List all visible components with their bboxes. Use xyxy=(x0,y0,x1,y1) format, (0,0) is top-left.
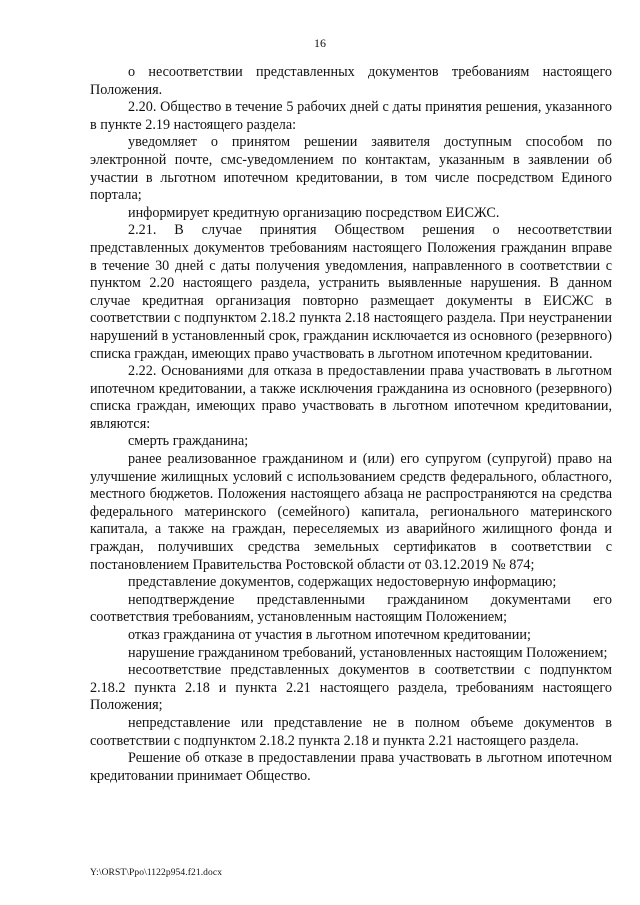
list-item-doc-missing: непредставление или представление не в полном объеме документов в соответствии с подпунктом 2.18.2 пункта 2.18 и пункта 2.21 настоящего раздела. xyxy=(90,714,612,749)
page-number: 16 xyxy=(314,36,326,50)
paragraph-2-20: 2.20. Общество в течение 5 рабочих дней с даты принятия решения, указанного в пункте 2.19 настоящего раздела: xyxy=(90,99,612,133)
document-body xyxy=(90,64,612,785)
paragraph-inform-bank: информирует кредитную организацию посредством ЕИСЖС. xyxy=(128,204,500,221)
paragraph-2-22: 2.22. Основаниями для отказа в предоставлении права участвовать в льготном ипотечном кредитовании, а также исключения гражданина из основного (резервного) списка граждан, имеющих право участвовать в льготном ипотечном кредитовании, являются: xyxy=(90,363,612,432)
list-item-death: смерть гражданина; xyxy=(128,433,249,450)
paragraph-decision: Решение об отказе в предоставлении права участвовать в льготном ипотечном кредитовании принимает Общество. xyxy=(90,750,612,784)
list-item-refusal: отказ гражданина от участия в льготном ипотечном кредитовании; xyxy=(128,627,531,643)
paragraph-2-21: 2.21. В случае принятия Обществом решения о несоответствии представленных документов требованиям настоящего Положения гражданин вправе в течение 30 дней с даты получения уведомления, направленного в соответствии с пунктом 2.20 настоящего раздела, устранить выявленные нарушения. В данном случае кредитная организация повторно размещает документы в ЕИСЖС в соответствии с подпунктом 2.18.2 пункта 2.18 настоящего раздела. При неустранении нарушений в установленный срок, гражданин исключается из основного (резервного) списка граждан, имеющих право участвовать в льготном ипотечном кредитовании. xyxy=(90,222,612,362)
paragraph-nonconformity-end: о несоответствии представленных документов требованиям настоящего Положения. xyxy=(90,64,612,98)
list-item-false-info: представление документов, содержащих недостоверную информацию; xyxy=(128,574,557,591)
list-item-doc-nonconformity: несоответствие представленных документов в соответствии с подпунктом 2.18.2 пункта 2.18 и пункта 2.21 настоящего раздела, требованиям настоящего Положения; xyxy=(90,662,612,714)
list-item-unconfirmed: неподтверждение представленными гражданином документами его соответствия требованиям, установленным настоящим Положением; xyxy=(90,591,612,626)
paragraph-notify-applicant: уведомляет о принятом решении заявителя доступным способом по электронной почте, смс-уведомлением по контактам, указанным в заявлении об участии в льготном ипотечном кредитовании, в том числе посредством Единого портала; xyxy=(90,134,612,204)
list-item-previous-right: ранее реализованное гражданином и (или) его супругом (супругой) право на улучшение жилищных условий с использованием средств федерального, областного, местного бюджетов. Положения настоящего абзаца не распространяются на средства федерального материнского (семейного) капитала, регионального материнского капитала, а также на граждан, переселяемых из аварийного жилищного фонда и граждан, получивших средства земельных сертификатов в соответствии с постановлением Правительства Ростовской области от 03.12.2019 № 874; xyxy=(90,451,612,573)
footer-file-path: Y:\ORST\Ppo\1122p954.f21.docx xyxy=(90,868,223,878)
list-item-violation: нарушение гражданином требований, установленных настоящим Положением; xyxy=(128,644,608,661)
